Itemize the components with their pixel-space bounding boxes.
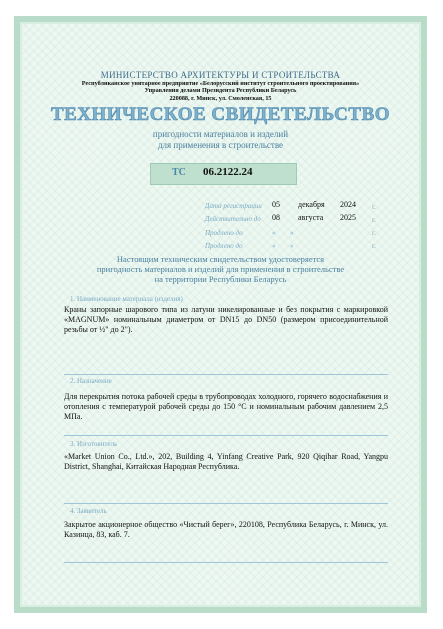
- intro-line-2: пригодность материалов и изделий для применения в строительстве: [96, 264, 345, 274]
- section-4-divider: [64, 562, 388, 563]
- section-1-divider: [64, 374, 388, 375]
- extension-1-year-suffix: г.: [372, 229, 376, 237]
- registration-year-suffix: г.: [372, 203, 376, 211]
- extension-2-label: Продлено до: [205, 242, 243, 250]
- subtitle-line-2: для применения в строительстве: [157, 140, 284, 150]
- extension-1-day-mark: «: [272, 229, 276, 237]
- valid-month: августа: [298, 213, 324, 222]
- certificate-number: 06.2122.24: [203, 166, 253, 178]
- section-3-text: «Market Union Co., Ltd.», 202, Building 4, Yinfang Creative Park, 920 Qiqihar Road, Yangpu District, Shanghai, Китайская Народная Республика.: [64, 452, 388, 471]
- valid-year-suffix: г.: [372, 216, 376, 224]
- document-title: ТЕХНИЧЕСКОЕ СВИДЕТЕЛЬСТВО: [50, 104, 391, 125]
- intro-line-1: Настоящим техническим свидетельством удостоверяется: [116, 254, 325, 264]
- issuer-block: [14, 80, 427, 102]
- certificate-prefix: ТС: [172, 167, 186, 178]
- extension-1-label: Продлено до: [205, 229, 243, 237]
- section-1-label: 1. Наименование материала (изделия): [70, 295, 183, 303]
- ministry-name: МИНИСТЕРСТВО АРХИТЕКТУРЫ И СТРОИТЕЛЬСТВА: [100, 70, 341, 80]
- registration-year: 2024: [340, 200, 356, 209]
- valid-until-label: Действительно до: [205, 215, 261, 223]
- section-4-label: 4. Заявитель: [70, 507, 107, 515]
- issuer-line-3: 220088, г. Минск, ул. Смоленская, 15: [169, 94, 272, 102]
- section-1-text: Краны запорные шарового типа из латуни никелированные и без покрытия с маркировкой «MAGNUM» номинальным диаметром от DN15 до DN50 (размером присоединительной резьбы от ½" до 2").: [64, 305, 388, 334]
- extension-2-year-suffix: г.: [372, 242, 376, 250]
- section-2-text: Для перекрытия потока рабочей среды в трубопроводах холодного, горячего водоснабжения и отопления с температурой рабочей среды до 150 °С и номинальным рабочим давлением 2,5 МПа.: [64, 392, 388, 421]
- valid-day: 08: [272, 213, 280, 222]
- section-2-label: 2. Назначение: [70, 377, 112, 385]
- valid-year: 2025: [340, 213, 356, 222]
- extension-2-day-mark: «: [272, 242, 276, 250]
- extension-1-month-mark: «: [290, 229, 294, 237]
- intro-statement: [14, 254, 427, 284]
- section-3-divider: [64, 503, 388, 504]
- registration-date-label: Дата регистрации: [205, 202, 262, 210]
- registration-day: 05: [272, 200, 280, 209]
- intro-line-3: на территории Республики Беларусь: [154, 274, 287, 284]
- registration-month: декабря: [298, 200, 325, 209]
- section-3-label: 3. Изготовитель: [70, 440, 118, 448]
- section-2-divider: [64, 435, 388, 436]
- subtitle-line-1: пригодности материалов и изделий: [152, 129, 289, 139]
- issuer-line-1: Республиканское унитарное предприятие «Белорусский институт строительного проектирования»: [81, 80, 360, 87]
- extension-2-month-mark: «: [290, 242, 294, 250]
- document-subtitle: [14, 129, 427, 151]
- issuer-line-2: Управления делами Президента Республики Беларусь: [144, 87, 297, 95]
- section-4-text: Закрытое акционерное общество «Чистый берег», 220108, Республика Беларусь, г. Минск, ул. Казинца, 83, каб. 7.: [64, 520, 388, 539]
